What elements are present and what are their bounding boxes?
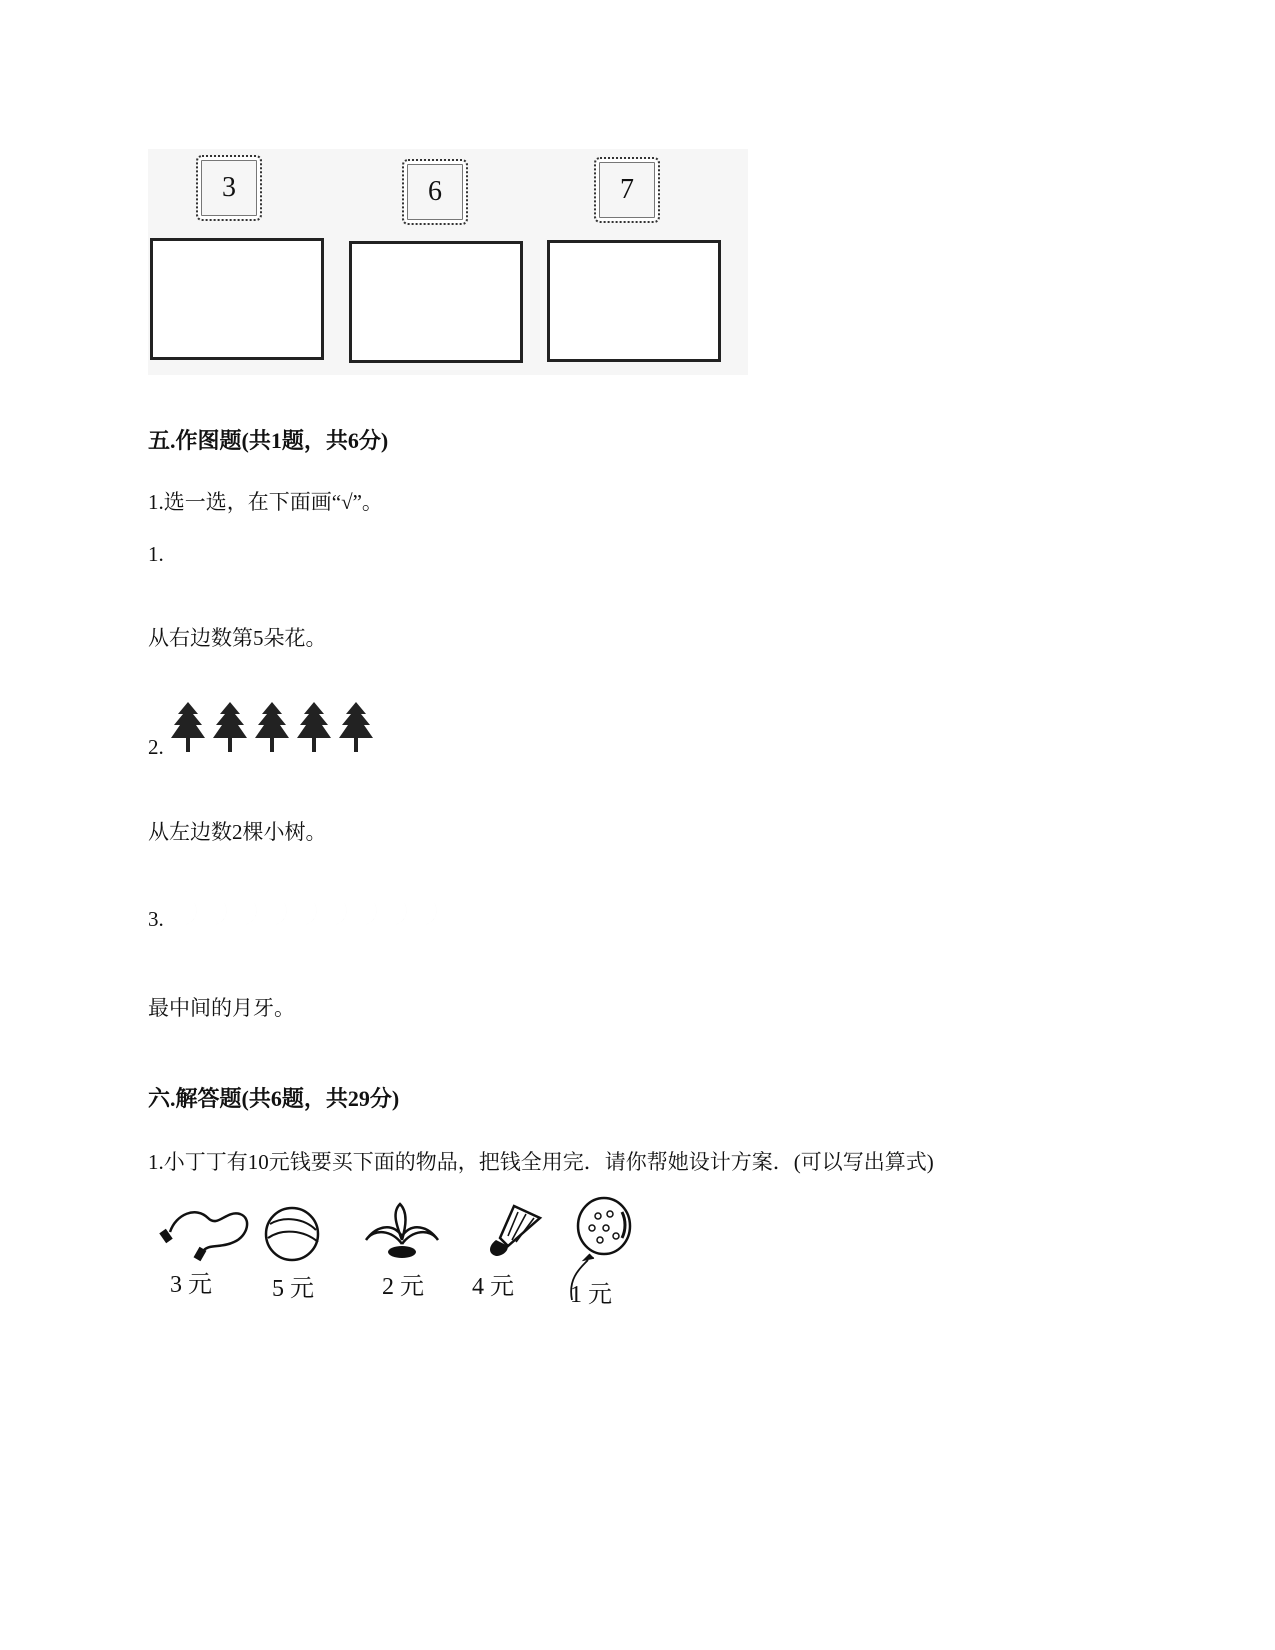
item-instruction: 从左边数2棵小树。 bbox=[148, 820, 327, 844]
crescent-moon-icon[interactable] bbox=[229, 896, 257, 926]
tree-icon[interactable] bbox=[253, 700, 291, 754]
item-instruction: 从右边数第5朵花。 bbox=[148, 626, 327, 650]
jump-rope-icon bbox=[156, 1204, 256, 1264]
price-items-figure bbox=[148, 1200, 668, 1330]
tree-icon[interactable] bbox=[337, 700, 375, 754]
price-label: 2 元 bbox=[382, 1274, 424, 1300]
frame-number: 6 bbox=[428, 176, 442, 207]
answer-box-1[interactable] bbox=[150, 238, 324, 360]
frame-number: 3 bbox=[222, 172, 236, 203]
moons-row bbox=[148, 896, 437, 931]
item-number: 3. bbox=[148, 907, 164, 931]
moon-group bbox=[169, 896, 437, 926]
number-frames-figure bbox=[148, 149, 748, 375]
tree-icon[interactable] bbox=[169, 700, 207, 754]
shuttlecock-toy-icon bbox=[362, 1200, 442, 1266]
answer-box-2[interactable] bbox=[349, 241, 523, 363]
price-label: 5 元 bbox=[272, 1276, 314, 1302]
tree-icon[interactable] bbox=[211, 700, 249, 754]
section-heading: 五.作图题(共1题，共6分) bbox=[148, 428, 389, 453]
crescent-moon-icon[interactable] bbox=[409, 896, 437, 926]
tree-icon[interactable] bbox=[295, 700, 333, 754]
crescent-moon-icon[interactable] bbox=[379, 896, 407, 926]
item-number: 2. bbox=[148, 735, 164, 759]
crescent-moon-icon[interactable] bbox=[289, 896, 317, 926]
answer-box-3[interactable] bbox=[547, 240, 721, 362]
item-number: 1. bbox=[148, 542, 164, 566]
crescent-moon-icon[interactable] bbox=[199, 896, 227, 926]
price-label: 4 元 bbox=[472, 1274, 514, 1300]
ball-icon bbox=[260, 1204, 324, 1264]
crescent-moon-icon[interactable] bbox=[319, 896, 347, 926]
number-frame-6 bbox=[402, 159, 468, 225]
section-heading: 六.解答题(共6题，共29分) bbox=[148, 1086, 400, 1111]
crescent-moon-icon[interactable] bbox=[259, 896, 287, 926]
number-frame-3 bbox=[196, 155, 262, 221]
item-instruction: 最中间的月牙。 bbox=[148, 996, 295, 1020]
price-label: 3 元 bbox=[170, 1272, 212, 1298]
price-label: 1 元 bbox=[570, 1282, 612, 1308]
frame-number: 7 bbox=[620, 174, 634, 205]
badminton-shuttlecock-icon bbox=[478, 1200, 548, 1260]
question-text: 1.选一选，在下面画“√”。 bbox=[148, 490, 383, 514]
trees-row bbox=[148, 700, 375, 759]
tree-group bbox=[169, 700, 375, 754]
number-frame-7 bbox=[594, 157, 660, 223]
question-text: 1.小丁丁有10元钱要买下面的物品，把钱全用完．请你帮她设计方案．(可以写出算式) bbox=[148, 1150, 934, 1174]
crescent-moon-icon[interactable] bbox=[169, 896, 197, 926]
crescent-moon-icon[interactable] bbox=[349, 896, 377, 926]
